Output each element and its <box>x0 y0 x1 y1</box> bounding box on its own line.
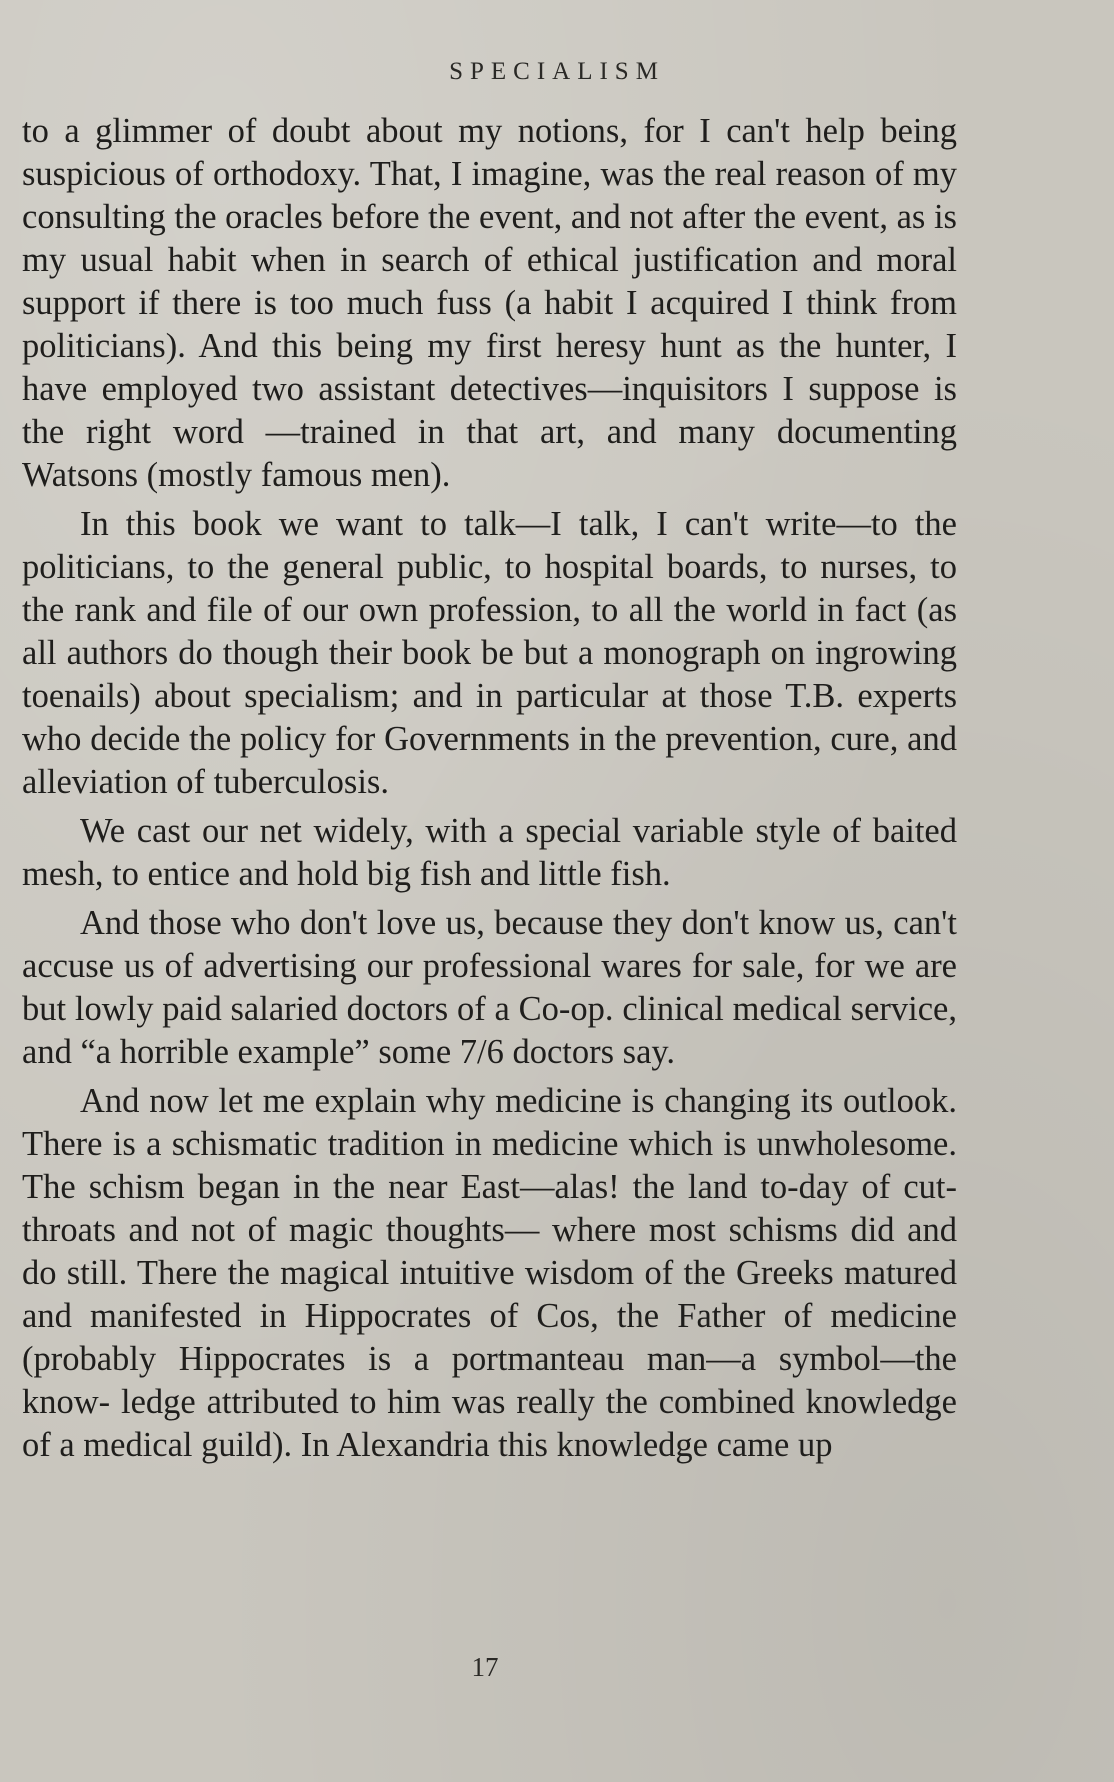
body-text <box>22 110 957 1473</box>
paragraph-advertising: And those who don't love us, because they don't know us, can't accuse us of advertising our professional wares for sale, for we are but lowly paid salaried doctors of a Co-op. clinical medical service, and “a horrible example” some 7/6 doctors say. <box>22 904 957 1071</box>
paragraph-schism: And now let me explain why medicine is changing its outlook. There is a schismatic tradition in medicine which is unwholesome. The schism began in the near East—alas! the land to-day of cut-throats and not of magic thoughts— where most schisms did and do still. There the magical intuitive wisdom of the Greeks matured and manifested in Hippocrates of Cos, the Father of medicine (probably Hippocrates is a portmanteau man—a symbol—the know- ledge attributed to him was really the combined knowledge of a medical guild). In Alexandria this knowledge came up <box>22 1082 957 1464</box>
running-head: SPECIALISM <box>449 58 665 85</box>
paragraph-net: We cast our net widely, with a special variable style of baited mesh, to entice and hold big fish and little fish. <box>22 812 957 893</box>
paragraph-continuation: to a glimmer of doubt about my notions, for I can't help being suspicious of orthodoxy. That, I imagine, was the real reason of my consulting the oracles before the event, and not after the event, as is my usual habit when in search of ethical justification and moral support if there is too much fuss (a habit I acquired I think from politicians). And this being my first heresy hunt as the hunter, I have employed two assistant detectives—inquisitors I suppose is the right word —trained in that art, and many documenting Watsons (mostly famous men). <box>22 112 957 494</box>
paragraph-audience: In this book we want to talk—I talk, I can't write—to the politicians, to the general public, to hospital boards, to nurses, to the rank and file of our own profession, to all the world in fact (as all authors do though their book be but a monograph on ingrowing toenails) about specialism; and in particular at those T.B. experts who decide the policy for Governments in the prevention, cure, and alleviation of tuberculosis. <box>22 505 957 801</box>
page-number: 17 <box>471 1652 499 1682</box>
